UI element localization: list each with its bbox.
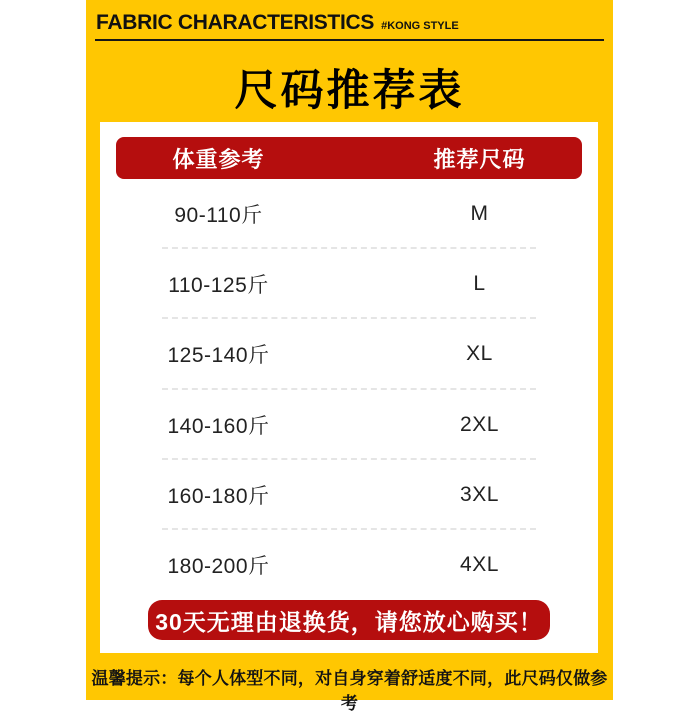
size-cell: 4XL <box>460 552 499 576</box>
size-table-card <box>100 122 598 653</box>
table-header <box>116 137 582 179</box>
table-row <box>116 530 582 600</box>
size-cell: 3XL <box>460 482 499 506</box>
tip-text: 温馨提示：每个人体型不同，对自身穿着舒适度不同，此尺码仅做参考 <box>91 669 608 713</box>
table-row <box>116 460 582 530</box>
size-cell: M <box>470 202 489 226</box>
top-brand-bar <box>95 0 604 41</box>
brand-tag: #KONG STYLE <box>381 20 459 32</box>
weight-cell: 180-200斤 <box>167 554 270 578</box>
yellow-panel <box>86 0 613 713</box>
weight-column-header: 体重参考 <box>172 146 265 172</box>
table-row <box>116 319 582 389</box>
return-policy-banner: 30天无理由退换货，请您放心购买！ <box>148 600 550 640</box>
table-row <box>116 249 582 319</box>
size-column-header: 推荐尺码 <box>433 146 526 172</box>
size-cell: 2XL <box>460 412 499 436</box>
table-row <box>116 390 582 460</box>
table-body <box>116 179 582 600</box>
weight-cell: 90-110斤 <box>174 204 263 228</box>
size-cell: XL <box>466 342 493 366</box>
weight-cell: 140-160斤 <box>167 414 270 438</box>
brand-title: FABRIC CHARACTERISTICS <box>96 11 375 34</box>
table-row <box>116 179 582 249</box>
weight-cell: 160-180斤 <box>167 484 270 508</box>
size-cell: L <box>473 272 486 296</box>
weight-cell: 110-125斤 <box>168 274 269 298</box>
weight-cell: 125-140斤 <box>167 344 270 368</box>
page-title: 尺码推荐表 <box>234 67 465 115</box>
